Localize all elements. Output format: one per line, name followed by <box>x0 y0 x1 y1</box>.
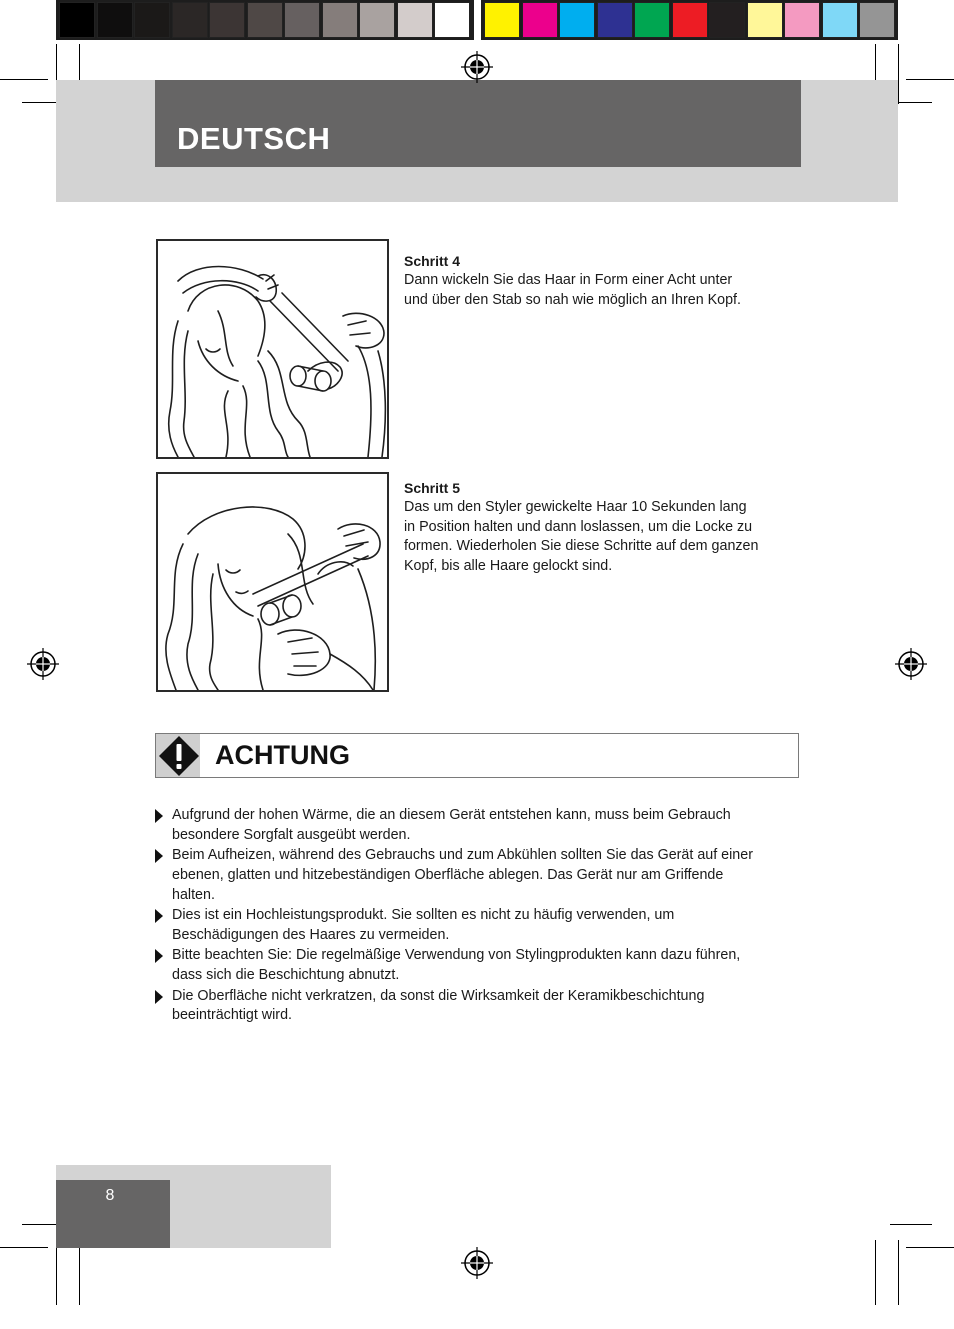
list-item <box>154 846 784 905</box>
process-swatch-row <box>484 2 897 42</box>
grayscale-swatch <box>284 2 320 38</box>
list-item <box>154 806 784 846</box>
crop-mark <box>0 79 48 80</box>
grayscale-swatch <box>134 2 170 38</box>
step-4-text <box>404 251 784 310</box>
list-item-line: besondere Sorgfalt ausgeübt werden. <box>172 826 411 843</box>
bullet-arrow-icon <box>155 909 163 923</box>
step-4-line: und über den Stab so nah wie möglich an Ihren Kopf. <box>404 291 741 308</box>
process-color-swatch <box>522 2 558 38</box>
bullet-arrow-icon <box>155 809 163 823</box>
step-5-line: formen. Wiederholen Sie diese Schritte auf dem ganzen <box>404 538 759 555</box>
step-5-line: in Position halten und dann loslassen, um die Locke zu <box>404 518 753 535</box>
crop-mark <box>890 1224 932 1225</box>
grayscale-swatch <box>59 2 95 38</box>
list-item-line: Beim Aufheizen, während des Gebrauchs und zum Abkühlen sollten Sie das Gerät auf einer <box>172 847 753 864</box>
bullet-arrow-icon <box>155 990 163 1004</box>
list-item-line: ebenen, glatten und hitzebeständigen Oberfläche ablegen. Das Gerät nur am Griffende <box>172 866 724 883</box>
list-item <box>154 987 784 1027</box>
crop-mark <box>875 1240 876 1305</box>
warning-list <box>154 806 784 1027</box>
crop-mark <box>79 1240 80 1305</box>
crop-mark <box>0 1247 48 1248</box>
list-item-line: Beschädigungen des Haares zu vermeiden. <box>172 926 450 943</box>
process-color-swatch <box>859 2 895 38</box>
crop-mark <box>56 1240 57 1305</box>
step-5-title: Schritt 5 <box>404 480 461 496</box>
list-item-line: dass sich die Beschichtung abnutzt. <box>172 967 400 984</box>
step-4-line: Dann wickeln Sie das Haar in Form einer Acht unter <box>404 272 733 288</box>
list-item-line: Die Oberfläche nicht verkratzen, da sonst die Wirksamkeit der Keramikbeschichtung <box>172 987 705 1004</box>
grayscale-swatch-row <box>59 2 472 42</box>
crop-mark <box>898 44 899 104</box>
grayscale-swatch <box>97 2 133 38</box>
list-item <box>154 946 784 986</box>
grayscale-swatch <box>397 2 433 38</box>
warning-title: ACHTUNG <box>215 740 350 770</box>
step-5-line: Kopf, bis alle Haare gelockt sind. <box>404 557 613 574</box>
crop-mark <box>906 1247 954 1248</box>
grayscale-swatch <box>209 2 245 38</box>
step-4-title: Schritt 4 <box>404 253 461 269</box>
exclamation-diamond-icon <box>158 735 200 777</box>
bullet-arrow-icon <box>155 849 163 863</box>
step-5-line: Das um den Styler gewickelte Haar 10 Sekunden lang <box>404 499 747 515</box>
step-5-illustration <box>156 472 389 692</box>
page-number: 8 <box>105 1187 115 1204</box>
step-4-illustration <box>156 239 389 459</box>
grayscale-swatch <box>359 2 395 38</box>
grayscale-swatch <box>247 2 283 38</box>
registration-mark-icon <box>460 1246 494 1280</box>
list-item <box>154 906 784 946</box>
bullet-arrow-icon <box>155 949 163 963</box>
process-color-swatch <box>822 2 858 38</box>
grayscale-swatch <box>434 2 470 38</box>
list-item-line: Aufgrund der hohen Wärme, die an diesem Gerät entstehen kann, muss beim Gebrauch <box>172 807 731 823</box>
list-item-line: Dies ist ein Hochleistungsprodukt. Sie sollten es nicht zu häufig verwenden, um <box>172 907 675 924</box>
step-5-description <box>404 498 794 576</box>
list-item-line: beeinträchtigt wird. <box>172 1007 292 1024</box>
crop-mark <box>906 79 954 80</box>
process-color-swatch <box>597 2 633 38</box>
registration-mark-icon <box>894 647 928 681</box>
grayscale-swatch <box>322 2 358 38</box>
process-color-swatch <box>559 2 595 38</box>
grayscale-swatch <box>172 2 208 38</box>
process-color-swatch <box>709 2 745 38</box>
process-color-swatch <box>634 2 670 38</box>
list-item-line: Bitte beachten Sie: Die regelmäßige Verwendung von Stylingprodukten kann dazu führen, <box>172 947 741 964</box>
registration-mark-icon <box>26 647 60 681</box>
process-color-swatch <box>747 2 783 38</box>
process-color-swatch <box>672 2 708 38</box>
step-5-text <box>404 478 794 576</box>
process-color-swatch <box>484 2 520 38</box>
crop-mark <box>898 1240 899 1305</box>
process-color-swatch <box>784 2 820 38</box>
registration-mark-icon <box>460 50 494 84</box>
page-title: DEUTSCH <box>177 121 331 156</box>
step-4-description <box>404 271 784 310</box>
list-item-line: halten. <box>172 886 215 903</box>
